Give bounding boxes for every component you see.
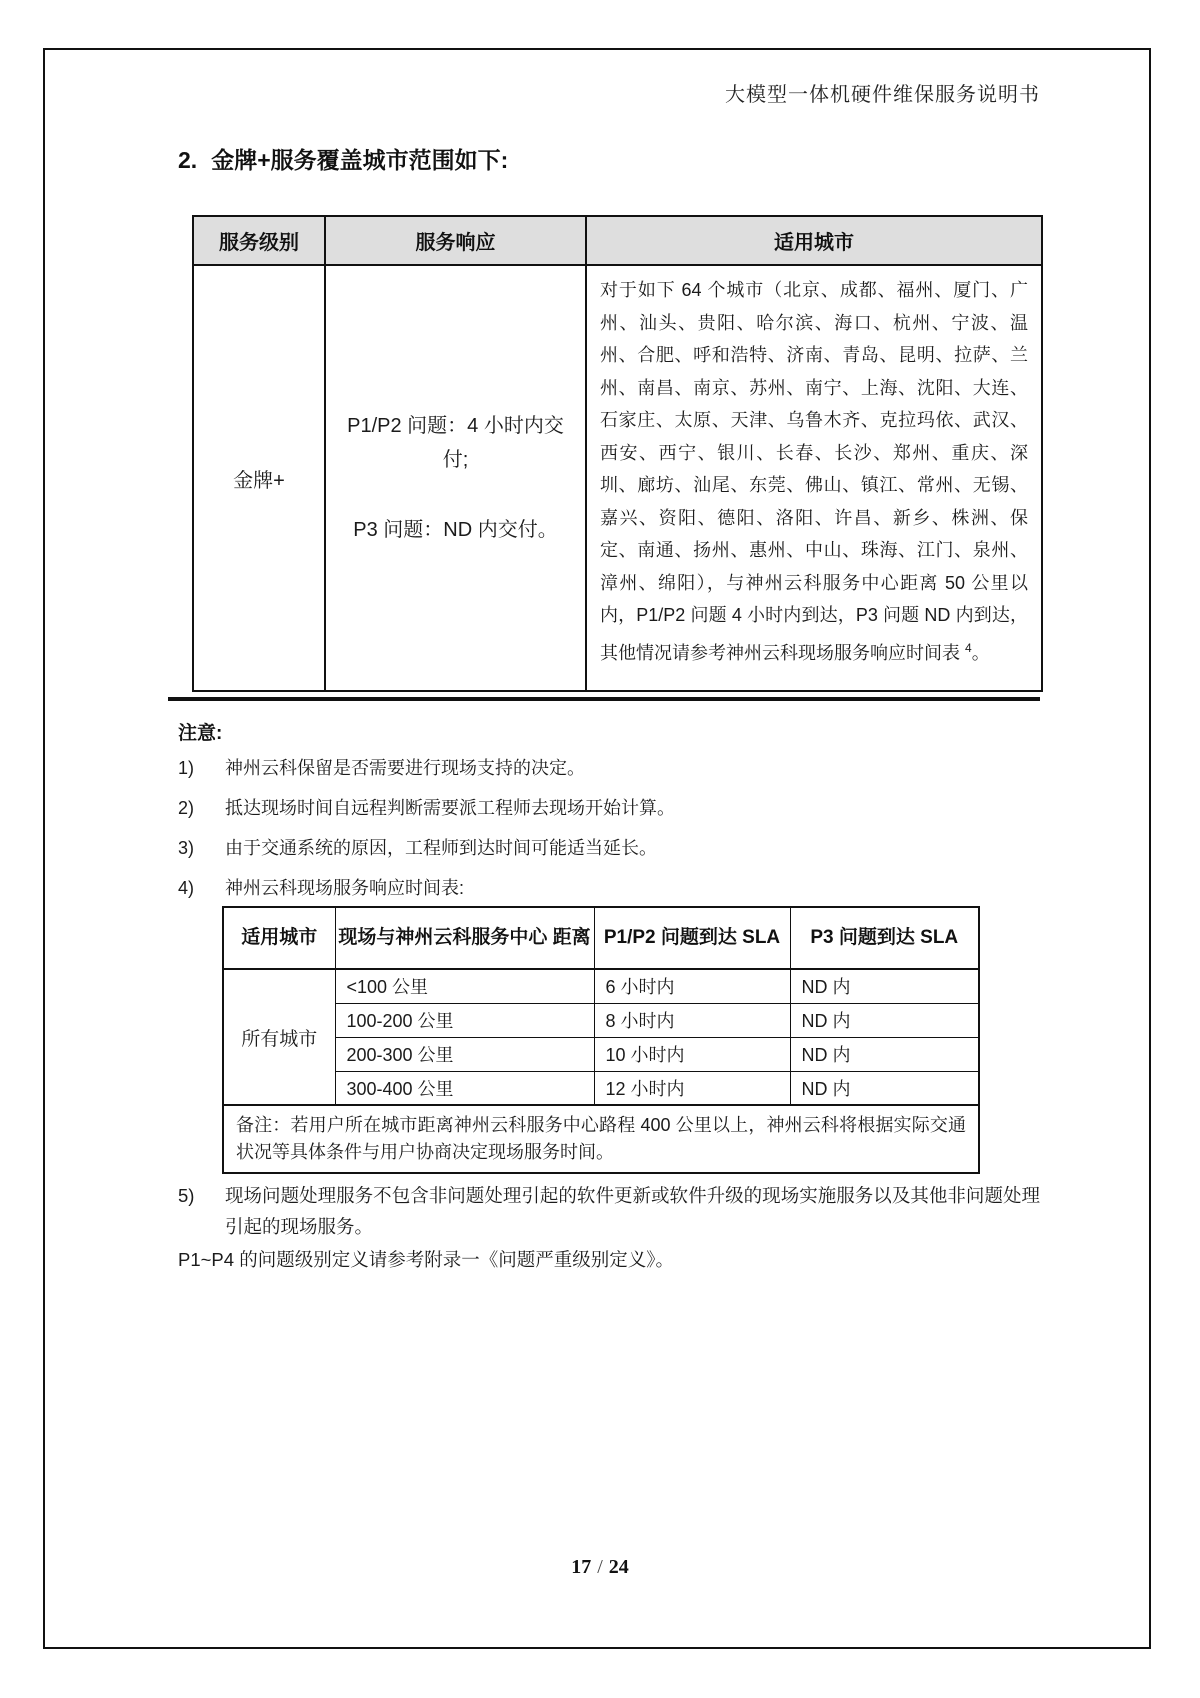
t2-cell-distance: 300-400 公里 [335,1071,594,1105]
t2-cell-p3-sla: ND 内 [790,969,979,1003]
t1-header-service-level: 服务级别 [193,216,325,265]
t2-cell-p3-sla: ND 内 [790,1071,979,1105]
page-current: 17 [571,1556,592,1578]
page-separator: / [597,1556,603,1578]
t1-cell-applicable-cities [586,265,1042,691]
note-item-3 [178,836,1048,876]
t2-row-1 [223,969,979,1003]
t2-cell-p1p2-sla: 12 小时内 [594,1071,790,1105]
t2-remark-row [223,1105,979,1173]
section-divider-rule [168,697,1040,701]
t2-header-p1p2-sla: P1/P2 问题到达 SLA [594,907,790,969]
t2-cell-distance: <100 公里 [335,969,594,1003]
note-number: 4) [178,878,195,898]
notes-list [178,756,1048,916]
section-title-text: 金牌+服务覆盖城市范围如下: [211,147,509,173]
note-item-5 [178,1180,1040,1242]
t2-cell-remark: 备注：若用户所在城市距离神州云科服务中心路程 400 公里以上，神州云科将根据实际交通状况等具体条件与用户协商决定现场服务时间。 [223,1105,979,1173]
note-number: 5) [178,1185,195,1206]
t1-header-row [193,216,1042,265]
t2-header-p3-sla: P3 问题到达 SLA [790,907,979,969]
t2-cell-city-scope: 所有城市 [223,969,335,1105]
response-p1p2: P1/P2 问题：4 小时内交付; [347,415,564,471]
note-item-2 [178,796,1048,836]
note-text: 抵达现场时间自远程判断需要派工程师去现场开始计算。 [225,798,675,818]
document-header-title: 大模型一体机硬件维保服务说明书 [725,84,1040,106]
note-number: 3) [178,838,195,858]
t1-header-service-response: 服务响应 [325,216,586,265]
t2-row-2 [223,1003,979,1037]
cities-text-end: 。 [971,642,990,663]
cities-text: 对于如下 64 个城市（北京、成都、福州、厦门、广州、汕头、贵阳、哈尔滨、海口、杭州、宁波、温州、合肥、呼和浩特、济南、青岛、昆明、拉萨、兰州、南昌、南京、苏州、南宁、上海、沈阳、大连、石家庄、太原、天津、乌鲁木齐、克拉玛依、武汉、西安、西宁、银川、长春、长沙、郑州、重庆、深圳、廊坊、汕尾、东莞、佛山、镇江、常州、无锡、嘉兴、资阳、德阳、洛阳、许昌、新乡、株洲、保定、南通、扬州、惠州、中山、珠海、江门、泉州、漳州、绵阳），与神州云科服务中心距离 50 公里以内，P1/P2 问题 4 小时内到达，P3 问题 ND 内到达，其他情况请参考神州云科现场服务响应时间表 [600,280,1028,663]
note-text: 神州云科保留是否需要进行现场支持的决定。 [225,758,585,778]
onsite-response-time-table [222,906,980,1174]
notes-label: 注意: [178,723,223,744]
t1-data-row [193,265,1042,691]
t1-cell-service-level: 金牌+ [193,265,325,691]
t2-row-3 [223,1037,979,1071]
page-total: 24 [608,1556,629,1578]
t2-header-row [223,907,979,969]
response-p3: P3 问题：ND 内交付。 [353,519,558,541]
t1-header-applicable-cities: 适用城市 [586,216,1042,265]
section-number: 2. [178,147,198,173]
t2-cell-p3-sla: ND 内 [790,1037,979,1071]
t2-header-distance: 现场与神州云科服务中心 距离 [335,907,594,969]
note-text: 神州云科现场服务响应时间表: [225,878,464,898]
t2-cell-distance: 200-300 公里 [335,1037,594,1071]
t2-row-4 [223,1071,979,1105]
t2-header-applicable-cities: 适用城市 [223,907,335,969]
note-text: 由于交通系统的原因，工程师到达时间可能适当延长。 [225,838,657,858]
t2-cell-p3-sla: ND 内 [790,1003,979,1037]
section-title [178,142,508,175]
note-number: 2) [178,798,195,818]
t2-cell-distance: 100-200 公里 [335,1003,594,1037]
t2-cell-p1p2-sla: 8 小时内 [594,1003,790,1037]
note-number: 1) [178,758,195,778]
note-text: 现场问题处理服务不包含非问题处理引起的软件更新或软件升级的现场实施服务以及其他非问题处理引起的现场服务。 [225,1185,1040,1237]
t1-cell-service-response [325,265,586,691]
severity-reference-note: P1~P4 的问题级别定义请参考附录一《问题严重级别定义》。 [178,1249,674,1270]
t2-cell-p1p2-sla: 10 小时内 [594,1037,790,1071]
service-coverage-table [192,215,1043,692]
t2-cell-p1p2-sla: 6 小时内 [594,969,790,1003]
page-number [0,1556,1200,1579]
cities-footnote-ref: 4 [965,640,972,655]
note-item-1 [178,756,1048,796]
